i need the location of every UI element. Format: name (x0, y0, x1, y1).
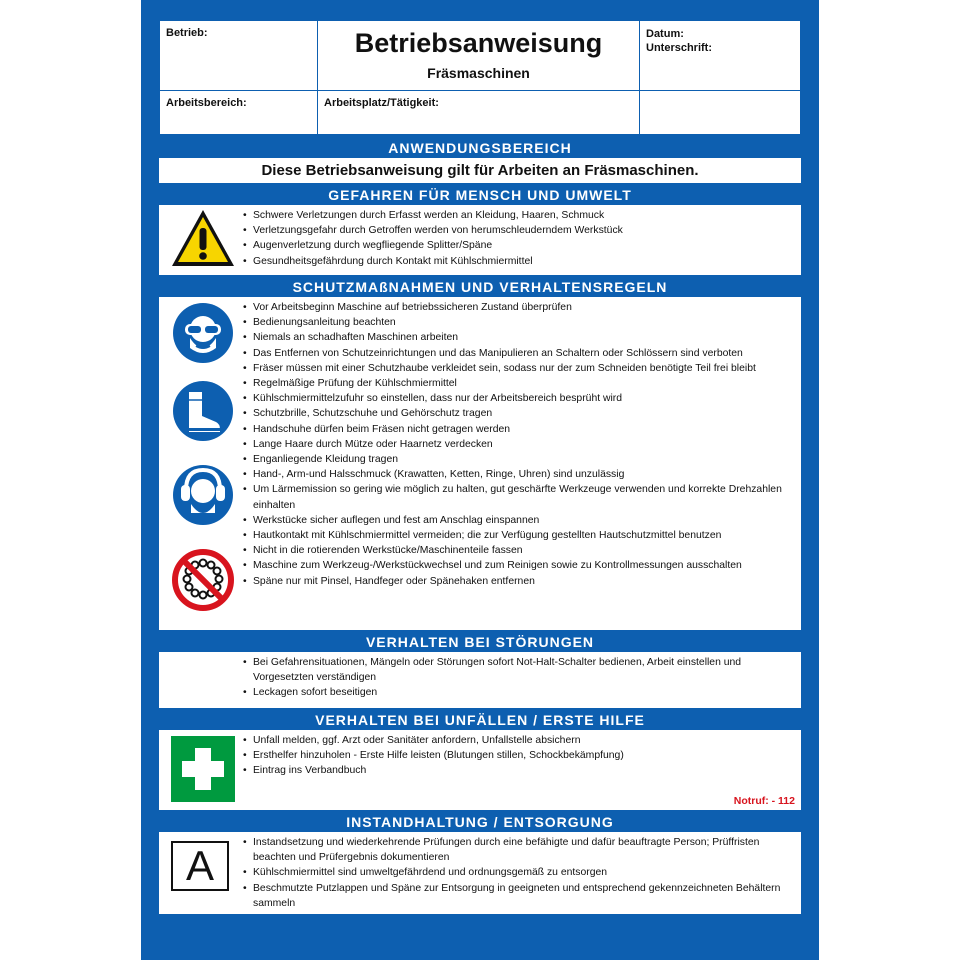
section-heading-stoerungen: VERHALTEN BEI STÖRUNGEN (365, 634, 595, 650)
stoerungen-icons (159, 652, 241, 708)
list-item: • Kühlschmiermittel sind umweltgefährdend und ordnungsgemäß zu entsorgen (241, 865, 797, 880)
list-item: • Niemals an schadhaften Maschinen arbeiten (241, 330, 797, 345)
section-heading-schutz: SCHUTZMAßNAHMEN UND VERHALTENSREGELN (292, 279, 668, 295)
section-heading-gefahren: GEFAHREN FÜR MENSCH UND UMWELT (328, 187, 632, 203)
list-item: • Werkstücke sicher auflegen und fest am Anschlag einspannen (241, 513, 797, 528)
list-item: • Um Lärmemission so gering wie möglich zu halten, gut geschärfte Werkzeuge verwenden und korrekte Drehzahlen einhalten (241, 482, 797, 512)
section-schutz (159, 297, 801, 630)
list-item: • Maschine zum Werkzeug-/Werkstückwechsel und zum Reinigen sowie zu Kontrollmessungen ausschalten (241, 558, 797, 573)
first-aid-cross-icon (171, 736, 235, 802)
warning-triangle-icon (170, 208, 236, 268)
betrieb-field[interactable] (160, 21, 318, 91)
list-item: • Fräser müssen mit einer Schutzhaube verkleidet sein, sodass nur der zum Schneiden benötigte Teil frei bleibt (241, 361, 797, 376)
list-item: • Schutzbrille, Schutzschuhe und Gehörschutz tragen (241, 406, 797, 421)
schutz-icons (159, 297, 241, 630)
header-table (159, 20, 801, 135)
gefahren-icons (159, 205, 241, 275)
list-item: • Regelmäßige Prüfung der Kühlschmiermittel (241, 376, 797, 391)
list-item: • Ersthelfer hinzuholen - Erste Hilfe leisten (Blutungen stillen, Schockbekämpfung) (241, 748, 797, 763)
safety-boots-icon (172, 380, 234, 442)
operating-instruction-sheet (141, 0, 819, 960)
scope-statement: Diese Betriebsanweisung gilt für Arbeiten an Fräsmaschinen. (159, 158, 801, 183)
list-item: • Bei Gefahrensituationen, Mängeln oder Störungen sofort Not-Halt-Schalter bedienen, Arbeit einstellen und Vorgesetzten verständigen (241, 655, 797, 685)
ear-protection-icon (172, 464, 234, 526)
section-gefahren (159, 205, 801, 275)
emergency-number: Notruf: - 112 (733, 795, 795, 807)
list-item: • Lange Haare durch Mütze oder Haarnetz verdecken (241, 437, 797, 452)
list-item: • Instandsetzung und wiederkehrende Prüfungen durch eine befähigte und dafür beauftragte Person; Prüffristen beachten und Prüfergebnis dokumentieren (241, 835, 797, 865)
list-item: • Leckagen sofort beseitigen (241, 685, 797, 700)
list-item: • Unfall melden, ggf. Arzt oder Sanitäter anfordern, Unfallstelle absichern (241, 733, 797, 748)
unterschrift-label: Unterschrift: (646, 42, 713, 54)
datum-field[interactable] (640, 21, 802, 91)
list-item: • Verletzungsgefahr durch Getroffen werden von herumschleuderndem Werkstück (241, 223, 797, 238)
section-heading-unfaelle: VERHALTEN BEI UNFÄLLEN / ERSTE HILFE (315, 712, 645, 728)
safety-goggles-icon (172, 302, 234, 364)
list-item: • Enganliegende Kleidung tragen (241, 452, 797, 467)
section-heading-instandhaltung: INSTANDHALTUNG / ENTSORGUNG (346, 814, 614, 830)
list-item: • Späne nur mit Pinsel, Handfeger oder Spänehaken entfernen (241, 574, 797, 589)
list-item: • Beschmutzte Putzlappen und Späne zur Entsorgung in geeigneten und entsprechend gekennzeichneten Behältern sammeln (241, 881, 797, 911)
list-item: • Das Entfernen von Schutzeinrichtungen und das Manipulieren an Schaltern oder Schlössern sind verboten (241, 346, 797, 361)
unfaelle-list (241, 730, 801, 810)
instandhaltung-icons (159, 832, 241, 914)
list-item: • Bedienungsanleitung beachten (241, 315, 797, 330)
list-item: • Schwere Verletzungen durch Erfasst werden an Kleidung, Haaren, Schmuck (241, 208, 797, 223)
page-subtitle: Fräsmaschinen (427, 65, 530, 81)
list-item: • Handschuhe dürfen beim Fräsen nicht getragen werden (241, 422, 797, 437)
datum-label: Datum: (646, 28, 684, 40)
list-item: • Augenverletzung durch wegfliegende Splitter/Späne (241, 238, 797, 253)
section-stoerungen (159, 652, 801, 708)
section-heading-anwendung: ANWENDUNGSBEREICH (388, 140, 572, 156)
page-title: Betriebsanweisung (354, 28, 603, 58)
letter-a-icon: A (171, 841, 229, 891)
list-item: • Nicht in die rotierenden Werkstücke/Maschinenteile fassen (241, 543, 797, 558)
section-instandhaltung (159, 832, 801, 914)
arbeitsplatz-field[interactable] (318, 91, 640, 136)
list-item: • Vor Arbeitsbeginn Maschine auf betriebssicheren Zustand überprüfen (241, 300, 797, 315)
arbeitsbereich-field[interactable] (160, 91, 318, 136)
title-cell (318, 21, 640, 91)
list-item: • Eintrag ins Verbandbuch (241, 763, 797, 778)
betrieb-label: Betrieb: (166, 27, 208, 39)
arbeitsbereich-label: Arbeitsbereich: (166, 97, 247, 109)
blank-field[interactable] (640, 91, 802, 136)
list-item: • Gesundheitsgefährdung durch Kontakt mit Kühlschmiermittel (241, 254, 797, 269)
schutz-list (241, 297, 801, 630)
instandhaltung-list (241, 832, 801, 914)
unfaelle-icons (159, 730, 241, 810)
list-item: • Kühlschmiermittelzufuhr so einstellen, dass nur der Arbeitsbereich besprüht wird (241, 391, 797, 406)
gefahren-list (241, 205, 801, 275)
stoerungen-list (241, 652, 801, 708)
no-jewelry-icon (171, 548, 235, 612)
list-item: • Hautkontakt mit Kühlschmiermittel vermeiden; die zur Verfügung gestellten Hautschutzmittel benutzen (241, 528, 797, 543)
section-unfaelle (159, 730, 801, 810)
arbeitsplatz-label: Arbeitsplatz/Tätigkeit: (324, 97, 439, 109)
list-item: • Hand-, Arm-und Halsschmuck (Krawatten, Ketten, Ringe, Uhren) sind unzulässig (241, 467, 797, 482)
